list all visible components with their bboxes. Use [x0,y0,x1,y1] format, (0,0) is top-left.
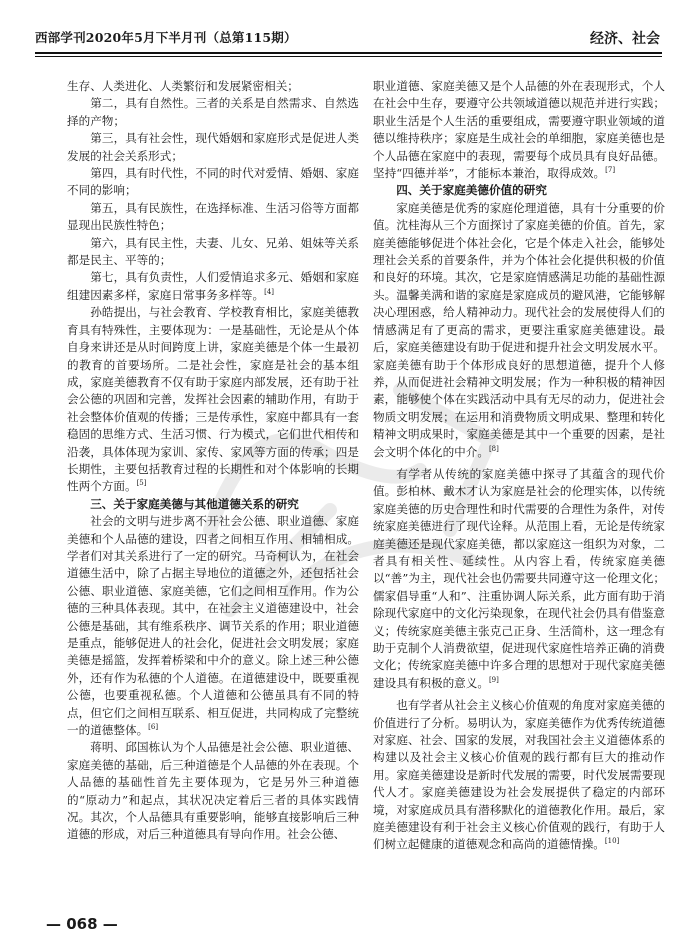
paragraph [67,130,359,165]
page-number: — 068 — [46,915,118,933]
paragraph-text: 第七，具有负责性，人们爱情追求多元、婚姻和家庭组建因素多样，家庭日常事务多样等。 [67,270,359,302]
section-heading: 三、关于家庭美德与其他道德关系的研究 [90,496,299,511]
paragraph-text: 第六，具有民主性，夫妻、儿女、兄弟、姐妹等关系都是民主、平等的； [67,235,359,268]
citation-marker: [10] [604,837,620,846]
paragraph [67,513,359,739]
paragraph [67,269,359,304]
article-body [67,78,667,858]
paragraph-text: 社会的文明与进步离不开社会公德、职业道德、家庭美德和个人品德的建设，四者之间相互作用、相辅相成。学者们对其关系进行了一定的研究。马奇柯认为，在社会道德生活中，除了占据主导地位的道德之外，还包括社会公德、职业道德、家庭美德，它们之间相互作用。作为公德的三种具体表现。其中，在社会主义道德建设中，社会公德是基础，其有维系秩序、调节关系的作用；职业道德是重点，能够促进人的社会化，促进社会文明发展；家庭美德是摇篮，发挥着桥梁和中介的意义。除上述三种公德外，还有作为私德的个人道德。在道德建设中，既要重视公德，也要重视私德。个人道德和公德虽具有不同的特点，但它们之间相互联系、相互促进，共同构成了完整统一的道德整体。 [67,514,359,738]
citation-marker: [8] [488,444,499,453]
left-column [67,78,359,844]
paragraph-text: 第五，具有民族性，在选择标准、生活习俗等方面都显现出民族性特色； [67,200,359,233]
section-heading: 四、关于家庭美德价值的研究 [396,183,547,198]
citation-marker: [6] [148,723,159,732]
paragraph [373,78,665,182]
paragraph-text: 也有学者从社会主义核心价值观的角度对家庭美德的价值进行了分析。易明认为，家庭美德作为优秀传统道德对家庭、社会、国家的发展，对我国社会主义道德体系的构建以及社会主义核心价值观的践行都有巨大的推动作用。家庭美德建设是新时代发展的需要，时代发展需要现代人才。家庭美德建设为社会发展提供了稳定的内部环境，对家庭成员具有潜移默化的道德教化作用。最后，家庭美德建设有利于社会主义核心价值观的践行，有助于人们树立起健康的道德观念和高尚的道德情操。 [373,698,665,852]
paragraph-text: 家庭美德是优秀的家庭伦理道德，具有十分重要的价值。沈桂海从三个方面探讨了家庭美德的价值。首先，家庭美德能够促进个体社会化，它是个体走入社会，能够处理社会关系的首要条件，并为个体社会化提供积极的价值和良好的环境。其次，它是家庭情感满足功能的基础性源头。温馨美满和谐的家庭是家庭成员的避风港，它能够解决心理困惑，给人精神动力。现代社会的发展使得人们的情感满足有了更高的需求，更要注重家庭美德建设。最后，家庭美德建设有助于促进和提升社会文明发展水平。家庭美德有助于个体形成良好的思想道德，提升个人修养，从而促进社会精神文明发展；作为一种积极的精神因素，能够使个体在实践活动中具有无尽的动力，促进社会物质文明发展；在运用和消费物质文明成果、整理和转化精神文明成果时，家庭美德是其中一个重要的因素，是社会文明个体化的中介。 [373,200,665,459]
paragraph [67,235,359,270]
journal-masthead: 西部学刊2020年5月下半月刊（总第115期） [35,30,297,45]
paragraph-text: 蒋明、邱国栋认为个人品德是社会公德、职业道德、家庭美德的基础，后三种道德是个人品德的外在表现。个人品德的基础性首先主要体现为，它是另外三种道德的“原动力”和起点，其状况决定着后三者的具体实践情况。其次，个人品德具有重要影响，能够直接影响后三种道德的形成，对后三种道德具有导向作用。社会公德、 [67,740,359,842]
citation-marker: [7] [605,166,616,175]
citation-marker: [4] [264,288,275,297]
paragraph [67,200,359,235]
paragraph [67,739,359,843]
paragraph-text: 第三，具有社会性，现代婚姻和家庭形式是促进人类发展的社会关系形式； [67,131,359,163]
right-column [373,78,665,854]
paragraph-text: 职业道德、家庭美德又是个人品德的外在表现形式，个人在社会中生存，要遵守公共领域道德以规范并进行实践；职业生活是个人生活的重要组成，需要遵守职业领域的道德以维持秩序；家庭是生成社会的单细胞，家庭美德也是个人品德在家庭中的表现，需要每个成员具有良好品德。坚持“四德并举”，才能标本兼治，取得成效。 [373,79,665,181]
paragraph [373,466,665,692]
paragraph [67,95,359,130]
paragraph-text: 生存、人类进化、人类繁衍和发展紧密相关； [67,79,299,93]
header-rule [35,52,662,54]
paragraph [67,304,359,495]
citation-marker: [5] [136,479,147,488]
page-header [35,18,662,60]
paragraph-text: 有学者从传统的家庭美德中探寻了其蕴含的现代价值。彭柏林、戴木才认为家庭是社会的伦理实体，以传统家庭美德的历史合理性和时代需要的合理性为条件，对传统家庭美德进行了现代诠释。从范围上看，无论是传统家庭美德还是现代家庭美德，都以家庭这一组织为对象，二者具有相关性、延续性。从内容上看，传统家庭美德以“善”为主，现代社会也仍需要共同遵守这一伦理文化；儒家倡导重“人和”、注重协调人际关系，此方面有助于消除现代家庭中的文化污染现象，在现代社会仍具有借鉴意义；传统家庭美德主张克己正身、生活简朴，这一理念有助于克制个人消费欲望，促进现代家庭性培养正确的消费文化；传统家庭美德中许多合理的思想对于现代家庭美德建设具有积极的意义。 [373,466,665,690]
paragraph [67,165,359,200]
paragraph-text: 第二，具有自然性。三者的关系是自然需求、自然选择的产物； [67,96,359,128]
header-rule-thin [35,56,662,57]
paragraph-text: 第四，具有时代性，不同的时代对爱情、婚姻、家庭不同的影响； [67,166,359,198]
paragraph [373,200,665,461]
section-label: 经济、社会 [590,31,660,47]
citation-marker: [9] [488,675,499,684]
paragraph [67,78,359,95]
paragraph-text: 孙皓提出，与社会教育、学校教育相比，家庭美德教育具有特殊性，主要体现为：一是基础性，无论是从个体自身来讲还是从时间跨度上讲，家庭美德是个体一生最初的教育的首要场所。二是社会性，家庭是社会的基本组成，家庭美德教育不仅有助于家庭内部发展，还有助于社会公德的巩固和完善，发挥社会因素的辅助作用，有助于社会整体价值观的传播；三是传承性，家庭中都具有一套稳固的思维方式、生活习惯、行为模式，它们世代相传和沿袭，具体体现为家训、家传、家风等方面的传承；四是长期性，主要包括教育过程的长期性和对个体影响的长期性两个方面。 [67,305,359,494]
paragraph [373,697,665,854]
